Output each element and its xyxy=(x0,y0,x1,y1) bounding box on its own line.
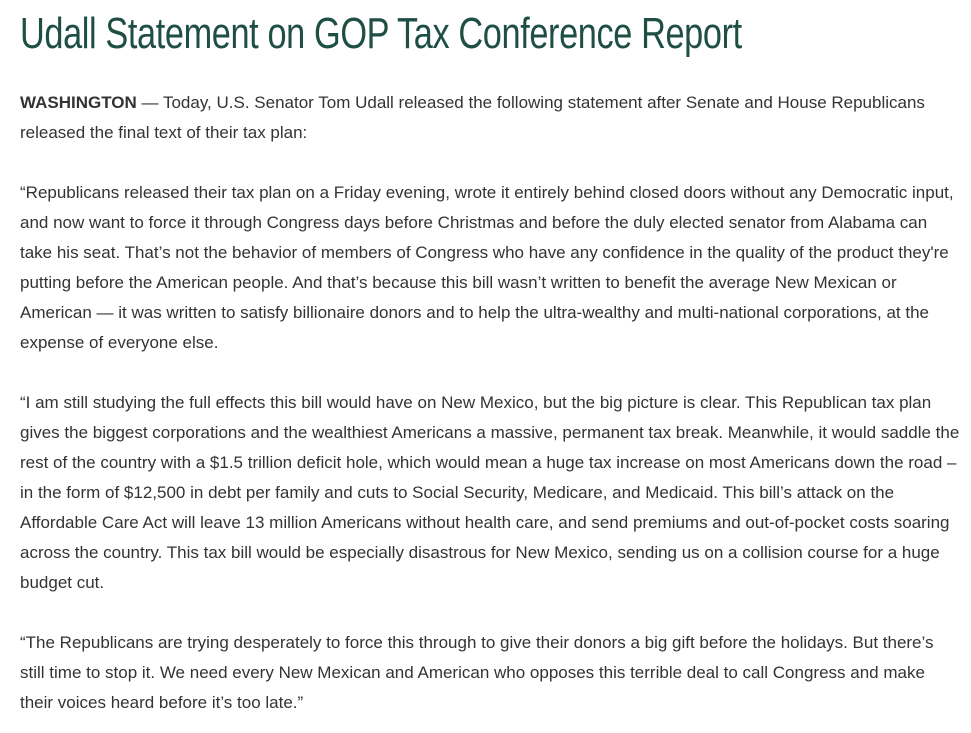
statement-paragraph-3: “The Republicans are trying desperately to force this through to give their donors a big gift before the holidays. But there’s still time to stop it. We need every New Mexican and American who opposes this terrible deal to call Congress and make their voices heard before it’s too late.” xyxy=(20,633,934,712)
dateline: WASHINGTON xyxy=(20,93,137,112)
intro-text: — Today, U.S. Senator Tom Udall released the following statement after Senate and House Republicans released the final text of their tax plan: xyxy=(20,93,925,142)
statement-paragraph-2: “I am still studying the full effects this bill would have on New Mexico, but the big picture is clear. This Republican tax plan gives the biggest corporations and the wealthiest Americans a massive, permanent tax break. Meanwhile, it would saddle the rest of the country with a $1.5 trillion deficit hole, which would mean a huge tax increase on most Americans down the road – in the form of $12,500 in debt per family and cuts to Social Security, Medicare, and Medicaid. This bill’s attack on the Affordable Care Act will leave 13 million Americans without health care, and send premiums and out-of-pocket costs soaring across the country. This tax bill would be especially disastrous for New Mexico, sending us on a collision course for a huge budget cut. xyxy=(20,393,960,592)
statement-paragraph-1: “Republicans released their tax plan on a Friday evening, wrote it entirely behind closed doors without any Democratic input, and now want to force it through Congress days before Christmas and before the duly elected senator from Alabama can take his seat. That’s not the behavior of members of Congress who have any confidence in the quality of the product they're putting before the American people. And that’s because this bill wasn’t written to benefit the average New Mexican or American — it was written to satisfy billionaire donors and to help the ultra-wealthy and multi-national corporations, at the expense of everyone else. xyxy=(20,183,954,352)
page-title: Udall Statement on GOP Tax Conference Report xyxy=(20,9,742,58)
article xyxy=(20,0,965,712)
intro-paragraph xyxy=(20,88,960,148)
